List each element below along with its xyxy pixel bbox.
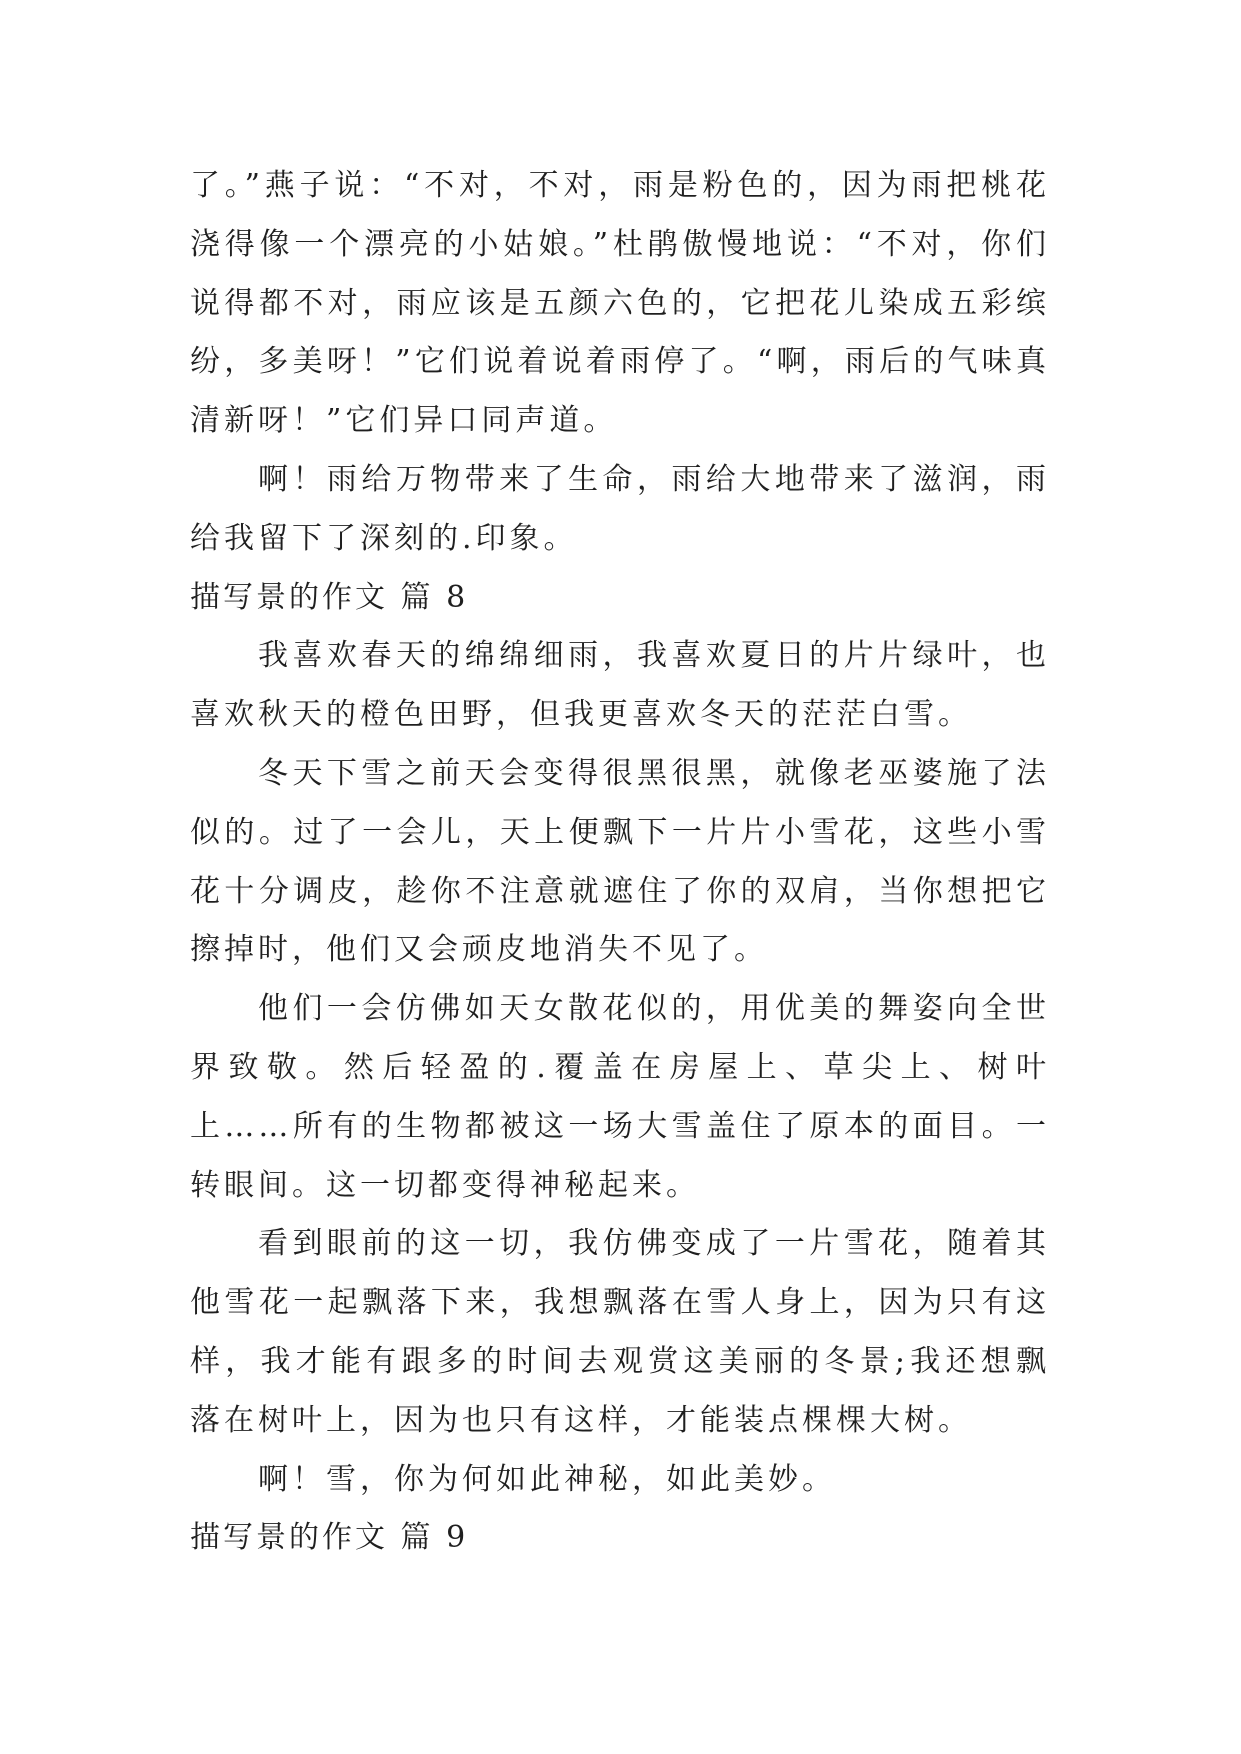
paragraph-continued: 了。”燕子说：“不对，不对，雨是粉色的，因为雨把桃花浇得像一个漂亮的小姑娘。”杜鹃傲慢地说：“不对，你们说得都不对，雨应该是五颜六色的，它把花儿染成五彩缤纷，多美呀！”它们说着说着雨停了。“啊，雨后的气味真清新呀！”它们异口同声道。 [190, 168, 1050, 439]
paragraph: 啊！雨给万物带来了生命，雨给大地带来了滋润，雨给我留下了深刻的.印象。 [190, 461, 1050, 556]
document-body [190, 157, 1050, 1568]
paragraph: 冬天下雪之前天会变得很黑很黑，就像老巫婆施了法似的。过了一会儿，天上便飘下一片片小雪花，这些小雪花十分调皮，趁你不注意就遮住了你的双肩，当你想把它擦掉时，他们又会顽皮地消失不见了。 [190, 755, 1050, 968]
paragraph: 他们一会仿佛如天女散花似的，用优美的舞姿向全世界致敬。然后轻盈的.覆盖在房屋上、草尖上、树叶上……所有的生物都被这一场大雪盖住了原本的面目。一转眼间。这一切都变得神秘起来。 [190, 991, 1050, 1203]
section-heading-8: 描写景的作文 篇 8 [190, 579, 469, 615]
paragraph: 啊！雪，你为何如此神秘，如此美妙。 [258, 1461, 836, 1497]
paragraph: 我喜欢春天的绵绵细雨，我喜欢夏日的片片绿叶，也喜欢秋天的橙色田野，但我更喜欢冬天的茫茫白雪。 [190, 638, 1050, 733]
section-heading-9: 描写景的作文 篇 9 [190, 1520, 469, 1556]
paragraph: 看到眼前的这一切，我仿佛变成了一片雪花，随着其他雪花一起飘落下来，我想飘落在雪人身上，因为只有这样，我才能有跟多的时间去观赏这美丽的冬景;我还想飘落在树叶上，因为也只有这样，才能装点棵棵大树。 [190, 1226, 1050, 1438]
